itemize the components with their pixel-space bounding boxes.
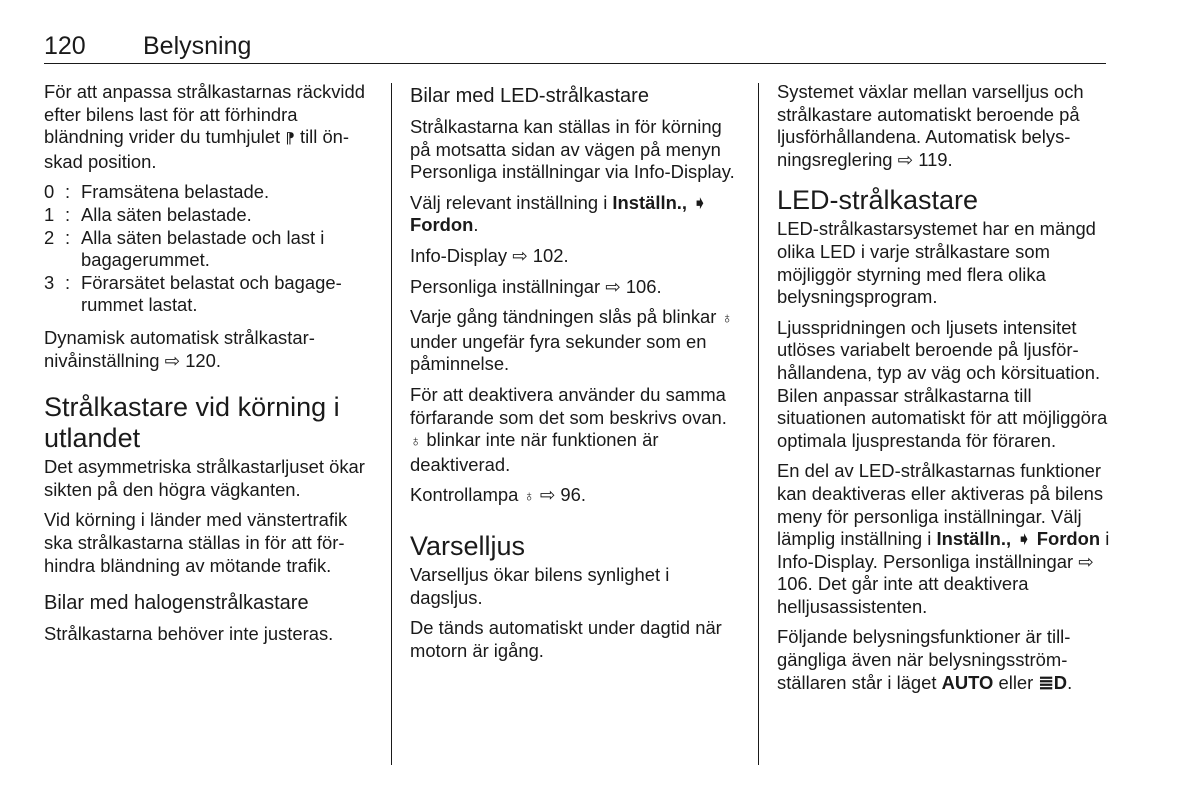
list-item (44, 181, 374, 204)
paragraph-text: Varje gång tändningen slås på blinkar (410, 306, 717, 328)
thumbwheel-icon: ⁋ (285, 130, 295, 148)
list-key: 2 (44, 226, 55, 248)
menu-term: Fordon (1036, 528, 1101, 550)
paragraph (410, 245, 740, 268)
section-heading: Strålkastare vid körning i utlandet (44, 392, 340, 454)
page-ref-icon: ⇨ (164, 349, 181, 371)
paragraph: Strålkastarna kan ställas in för körning på motsatta sidan av vägen på menyn Personliga inställningar via Info-Display. (410, 116, 735, 183)
paragraph-text: Systemet växlar mellan varselljus och strålkastare automatiskt beroende på ljusförhållandena. Automatisk belysningsreglering (777, 81, 1084, 170)
paragraph-text: till önskad position. (44, 126, 350, 172)
paragraph (410, 484, 740, 509)
menu-term: Inställn., (612, 191, 688, 213)
paragraph (410, 384, 740, 476)
paragraph-text: Följande belysningsfunktioner är tillgängliga även när belysningsströmställaren står i läget (777, 626, 1071, 693)
paragraph: Det asymmetriska strålkastarljuset ökar sikten på den högra vägkanten. (44, 456, 365, 500)
page-number: 120 (44, 32, 86, 60)
list-colon: : (65, 271, 71, 293)
paragraph: Följande belysningsfunktioner är tillgängliga även när belysningsströmställaren står i läget AUTO eller ≣D. (777, 626, 1073, 693)
paragraph-text: i Info-Display. Personliga inställningar (777, 528, 1110, 572)
arrow-icon: ➧ (1016, 528, 1032, 550)
page-header (44, 30, 1106, 64)
paragraph-text: För att anpassa strålkastarnas räckvidd efter bilens last för att förhindra bländning vrider du tumhjulet (44, 81, 365, 148)
paragraph-text: Kontrollampa (410, 484, 519, 506)
list-item (44, 227, 374, 272)
headlamp-warning-icon: ♁ (523, 488, 535, 506)
page-ref-icon: ⇨ (897, 148, 914, 170)
menu-term: Inställn., (936, 528, 1012, 550)
paragraph-text: En del av LED-strålkastarnas funktioner kan deaktiveras eller aktiveras på bilens meny för personliga inställningar. Välj lämplig inställning i (777, 460, 1104, 550)
subsection-heading: Bilar med LED-strålkastare (410, 85, 649, 107)
paragraph: Ljusspridningen och ljusets intensitet utlöses variabelt beroende på ljusförhållandena, typ av väg och körsituation. Bilen anpassar strålkastarna till situationen automatiskt för att möjliggöra optimala ljusprestanda för föraren. (777, 316, 1108, 451)
switch-position: AUTO (941, 671, 994, 693)
subsection-heading: Bilar med halogenstrålkastare (44, 592, 309, 615)
page-ref-icon: ⇨ (512, 244, 528, 266)
paragraph (44, 327, 374, 372)
list-key: 3 (44, 271, 55, 293)
page-ref-icon: ⇨ (1078, 550, 1094, 572)
paragraph-text: blinkar inte när funktionen är deaktiverad. (410, 429, 659, 475)
paragraph: Varselljus ökar bilens synlighet i dagsljus. (410, 563, 670, 608)
paragraph-text: Välj relevant inställning i (410, 191, 608, 213)
load-list (44, 181, 374, 317)
list-colon: : (65, 203, 71, 225)
page-ref: 119. (918, 148, 953, 170)
headlamp-warning-icon: ♁ (410, 433, 422, 451)
list-item (44, 204, 374, 227)
page-ref: 106. (625, 275, 662, 297)
paragraph: Strålkastarna behöver inte justeras. (44, 623, 334, 645)
low-beam-icon: ≣D (1038, 671, 1068, 693)
paragraph (44, 81, 374, 173)
paragraph-text: eller (998, 671, 1034, 693)
arrow-icon: ➧ (692, 191, 708, 213)
page-ref: 120. (185, 349, 221, 371)
headlamp-warning-icon: ♁ (721, 310, 733, 328)
paragraph-text: Info-Display (410, 244, 508, 266)
paragraph: LED-strålkastarsystemet har en mängd olika LED i varje strålkastare som möjliggör styrning med flera olika belysningsprogram. (777, 218, 1096, 308)
column-divider (758, 83, 759, 765)
paragraph-text: Dynamisk automatisk strålkastarnivåinställning (44, 326, 315, 371)
paragraph (410, 276, 740, 299)
page-ref-icon: ⇨ (605, 275, 621, 297)
page-ref-icon: ⇨ (539, 484, 556, 506)
list-colon: : (65, 226, 71, 248)
paragraph (410, 306, 740, 376)
list-item (44, 272, 374, 317)
paragraph-text: För att deaktivera använder du samma förfarande som det som beskrivs ovan. (410, 383, 727, 428)
list-text: Framsätena belastade. (81, 181, 270, 203)
column-right (777, 81, 1111, 702)
column-left (44, 81, 374, 654)
paragraph: Välj relevant inställning i Inställn., ➧ Fordon. (410, 191, 708, 236)
page-ref: 106. Det går inte att deaktivera helljusassistenten. (777, 573, 1029, 617)
column-middle (410, 84, 740, 670)
paragraph (777, 460, 1111, 618)
page-ref: 96. (560, 484, 586, 506)
list-colon: : (65, 181, 71, 203)
column-divider (391, 83, 392, 765)
list-text: Alla säten belastade. (81, 203, 252, 225)
paragraph (777, 81, 1111, 171)
list-text: Alla säten belastade och last i bagagerummet. (81, 226, 325, 271)
page-ref: 102. (532, 244, 569, 266)
list-key: 1 (44, 203, 55, 225)
list-text: Förarsätet belastat och bagagerummet lastat. (81, 271, 342, 316)
menu-term: Fordon (410, 214, 474, 236)
paragraph: De tänds automatiskt under dagtid när motorn är igång. (410, 617, 722, 661)
paragraph-text: under ungefär fyra sekunder som en påminnelse. (410, 330, 707, 375)
list-key: 0 (44, 181, 55, 203)
paragraph-text: Personliga inställningar (410, 275, 601, 297)
section-heading: Varselljus (410, 530, 526, 561)
page-title: Belysning (143, 32, 252, 60)
section-heading: LED-strålkastare (777, 185, 979, 216)
paragraph: Vid körning i länder med vänstertrafik ska strålkastarna ställas in för att förhindra bländning av mötande trafik. (44, 509, 348, 576)
